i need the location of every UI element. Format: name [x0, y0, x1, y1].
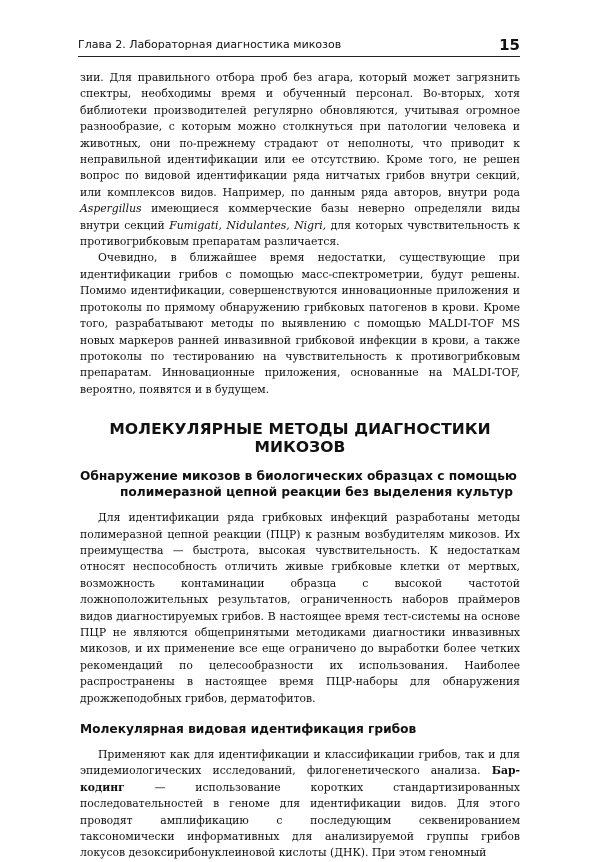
subsection-title-line: полимеразной цепной реакции без выделения культур	[120, 485, 513, 500]
subsection-title-pcr	[80, 468, 520, 500]
paragraph-masspec-limitations	[80, 70, 520, 250]
subsection-title-line: Обнаружение микозов в биологических образцах с помощью	[80, 469, 517, 484]
text-run: — использование коротких стандартизированных последовательностей в геноме для идентификации видов. Для этого проводят амплификацию с последующим секвенированием таксономически информативных для анализируемой группы грибов локусов дезоксирибонуклеиновой кислоты (ДНК). При этом геномный	[80, 780, 520, 860]
page-number: 15	[499, 36, 520, 54]
text-run: зии. Для правильного отбора проб без агара, который может загрязнить спектры, необходимы время и обученный персонал. Во-вторых, хотя библиотеки производителей регулярно обновляются, учитывая огромное разнообразие, с которым можно столкнуться при патологии человека и животных, они по-прежнему страдают от неполноты, что приводит к неправильной идентификации или ее отсутствию. Кроме того, не решен вопрос по видовой идентификации ряда нитчатых грибов внутри секций, или комплексов видов. Например, по данным ряда авторов, внутри рода	[80, 71, 520, 199]
paragraph-pcr: Для идентификации ряда грибковых инфекций разработаны методы полимеразной цепной реакции (ПЦР) к разным возбудителям микозов. Их преимущества — быстрота, высокая чувствительность. К недостаткам относят неспособность отличить живые грибковые клетки от мертвых, возможность контаминации образца с высокой частотой ложноположительных результатов, ограниченность наборов праймеров видов диагностируемых грибов. В настоящее время тест-системы на основе ПЦР не являются общепринятыми методиками диагностики инвазивных микозов, и их применение все еще ограничено до выработки более четких рекомендаций по целесообразности их использования. Наиболее распространены в настоящее время ПЦР-наборы для обнаружения дрожжеподобных грибов, дерматофитов.	[80, 511, 520, 705]
text-run: имеющиеся коммерческие базы неверно определяли виды внутри секций	[80, 202, 520, 232]
subsection-title-identification: Молекулярная видовая идентификация грибов	[80, 722, 417, 736]
page-content	[80, 70, 520, 862]
paragraph-identification	[80, 747, 520, 862]
text-run: для которых чувствительность к противогрибковым препаратам различается.	[80, 218, 521, 249]
section-names: Fumigati, Nidulantes, Nigri,	[169, 218, 327, 232]
page-header	[78, 34, 520, 57]
section-title: МОЛЕКУЛЯРНЫЕ МЕТОДЫ ДИАГНОСТИКИ МИКОЗОВ	[109, 420, 491, 457]
running-title: Глава 2. Лабораторная диагностика микозов	[78, 38, 342, 51]
text-run: Применяют как для идентификации и классификации грибов, так и для эпидемиологических исследований, филогенетического анализа.	[80, 748, 520, 778]
genus-name: Aspergillus	[80, 202, 142, 216]
paragraph-masspec-outlook: Очевидно, в ближайшее время недостатки, существующие при идентификации грибов с помощью масс-спектрометрии, будут решены. Помимо идентификации, совершенствуются инновационные приложения и протоколы по прямому обнаружению грибковых патогенов в крови. Кроме того, разрабатывают методы по выявлению с помощью MALDI-TOF MS новых маркеров ранней инвазивной грибковой инфекции в крови, а также протоколы по тестированию на чувствительность к противогрибковым препаратам. Инновационные приложения, основанные на MALDI-TOF, вероятно, появятся и в будущем.	[80, 251, 520, 396]
term-bar-coding: Бар-кодинг	[80, 764, 520, 794]
